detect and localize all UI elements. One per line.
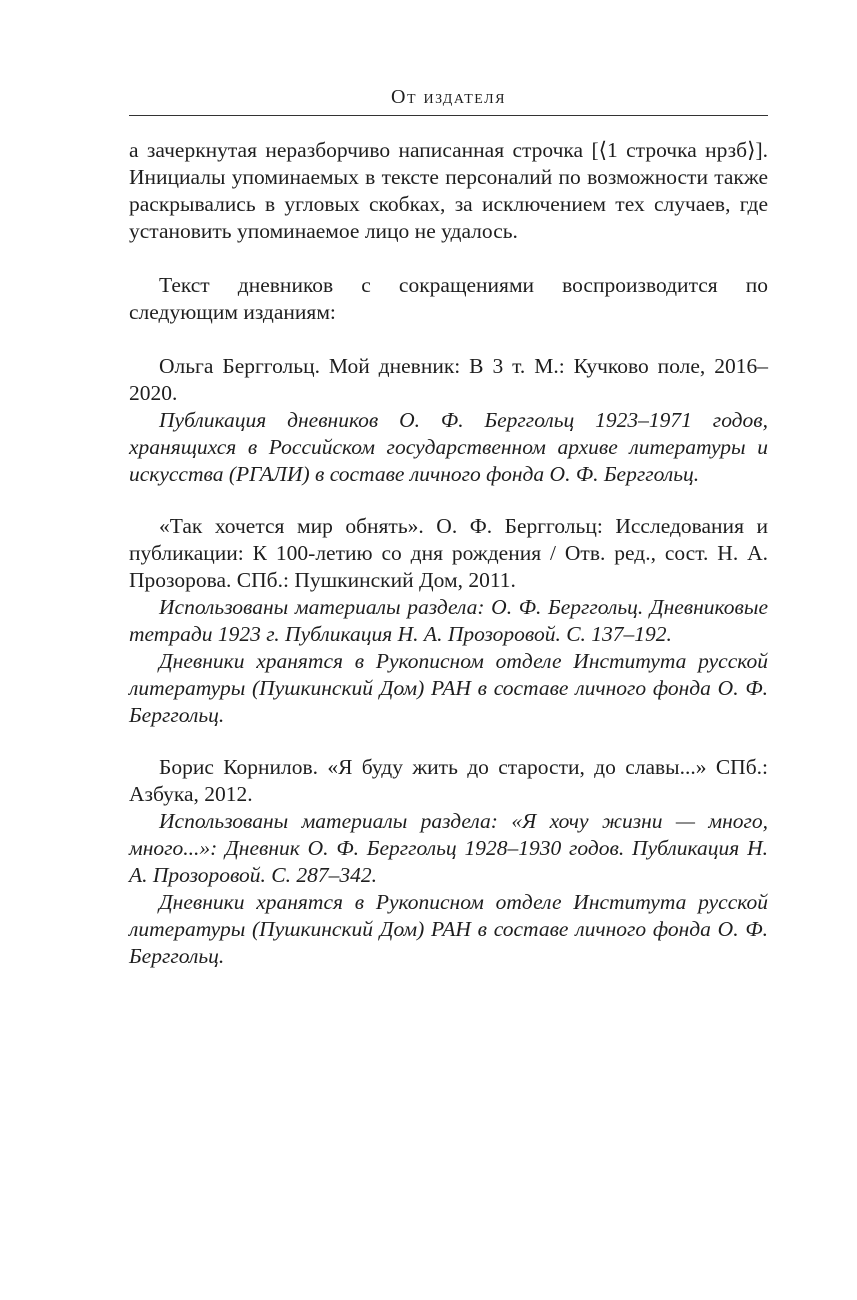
- source-note: Использованы материалы раздела: «Я хочу жизни — много, много...»: Дневник О. Ф. Берггольц 1928–1930 годов. Публикация Н. А. Прозоровой. С. 287–342.: [129, 809, 768, 887]
- intro-paragraph: а зачеркнутая неразборчиво написанная строчка [⟨1 строчка нрзб⟩]. Инициалы упоминаемых в тексте персоналий по возможности также раскрывались в угловых скобках, за исключением тех случаев, где установить упоминаемое лицо не удалось.: [129, 138, 768, 243]
- source-citation: Ольга Берггольц. Мой дневник: В 3 т. М.: Кучково поле, 2016–2020.: [129, 354, 768, 405]
- sources-intro: Текст дневников с сокращениями воспроизводится по следующим изданиям:: [129, 273, 768, 324]
- running-head: От издателя: [391, 86, 506, 108]
- page-body: [129, 137, 768, 970]
- source-citation: Борис Корнилов. «Я буду жить до старости, до славы...» СПб.: Азбука, 2012.: [129, 755, 768, 806]
- source-note: Дневники хранятся в Рукописном отделе Института русской литературы (Пушкинский Дом) РАН в составе личного фонда О. Ф. Берггольц.: [129, 649, 768, 727]
- source-note: Использованы материалы раздела: О. Ф. Берггольц. Дневниковые тетради 1923 г. Публикация Н. А. Прозоровой. С. 137–192.: [129, 595, 768, 646]
- header-rule: [129, 115, 768, 116]
- source-note: Публикация дневников О. Ф. Берггольц 1923–1971 годов, хранящихся в Российском государственном архиве литературы и искусства (РГАЛИ) в составе личного фонда О. Ф. Берггольц.: [129, 408, 768, 486]
- source-citation: «Так хочется мир обнять». О. Ф. Берггольц: Исследования и публикации: К 100-летию со дня рождения / Отв. ред., сост. Н. А. Прозорова. СПб.: Пушкинский Дом, 2011.: [129, 514, 768, 592]
- source-entry-3: [129, 754, 768, 970]
- source-entry-2: [129, 513, 768, 729]
- source-entry-1: [129, 353, 768, 488]
- source-note: Дневники хранятся в Рукописном отделе Института русской литературы (Пушкинский Дом) РАН в составе личного фонда О. Ф. Берггольц.: [129, 890, 768, 968]
